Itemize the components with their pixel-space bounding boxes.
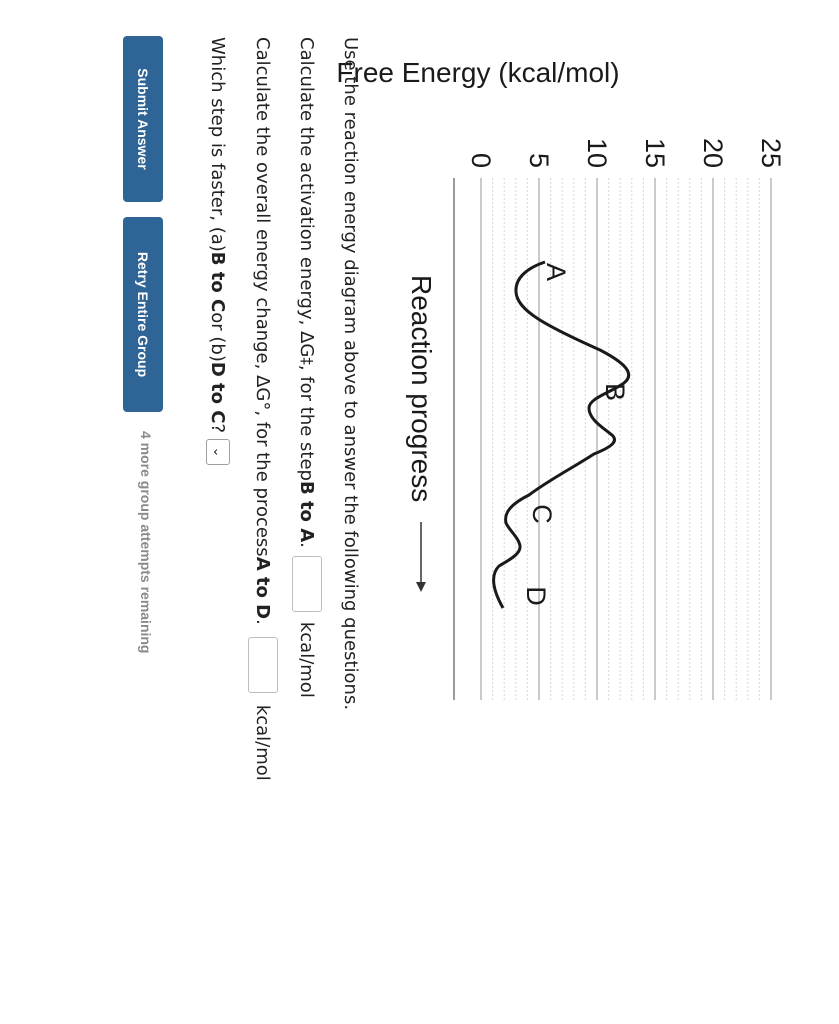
y-tick-label: 20	[698, 137, 728, 168]
state-labels	[521, 263, 630, 606]
retry-entire-group-button[interactable]: Retry Entire Group	[123, 217, 163, 412]
submit-answer-button[interactable]: Submit Answer	[123, 36, 163, 202]
chevron-down-icon: ⌄	[210, 446, 226, 458]
x-axis-title: Reaction progress	[406, 275, 437, 503]
attempts-remaining-text: 4 more group attempts remaining	[138, 431, 154, 654]
y-tick-label: 5	[524, 152, 554, 168]
grid-lines	[481, 178, 771, 700]
y-tick-label: 15	[640, 137, 670, 168]
state-label-c: C	[527, 504, 557, 524]
faster-step-select[interactable]	[206, 439, 230, 465]
question-faster-step: Which step is faster, (a) B to C or (b) D to C ? ⌄	[206, 37, 230, 465]
state-label-a: A	[541, 262, 571, 282]
y-tick-label: 0	[466, 152, 496, 168]
instruction-text: Use the reaction energy diagram above to answer the following questions.	[340, 37, 361, 711]
question-overall-energy: Calculate the overall energy change, ΔG°, for the process A to D . kcal/mol	[248, 37, 278, 781]
activation-energy-input[interactable]	[292, 556, 322, 612]
y-tick-label: 10	[582, 137, 612, 168]
y-tick-label: 25	[756, 137, 786, 168]
y-axis-title: Free Energy (kcal/mol)	[336, 57, 620, 88]
x-axis-arrow	[416, 522, 426, 592]
state-label-b: B	[600, 382, 630, 402]
question-activation-energy: Calculate the activation energy, ΔG ‡ , for the step B to A . kcal/mol	[292, 37, 322, 698]
overall-energy-input[interactable]	[248, 637, 278, 693]
state-label-d: D	[521, 586, 551, 606]
